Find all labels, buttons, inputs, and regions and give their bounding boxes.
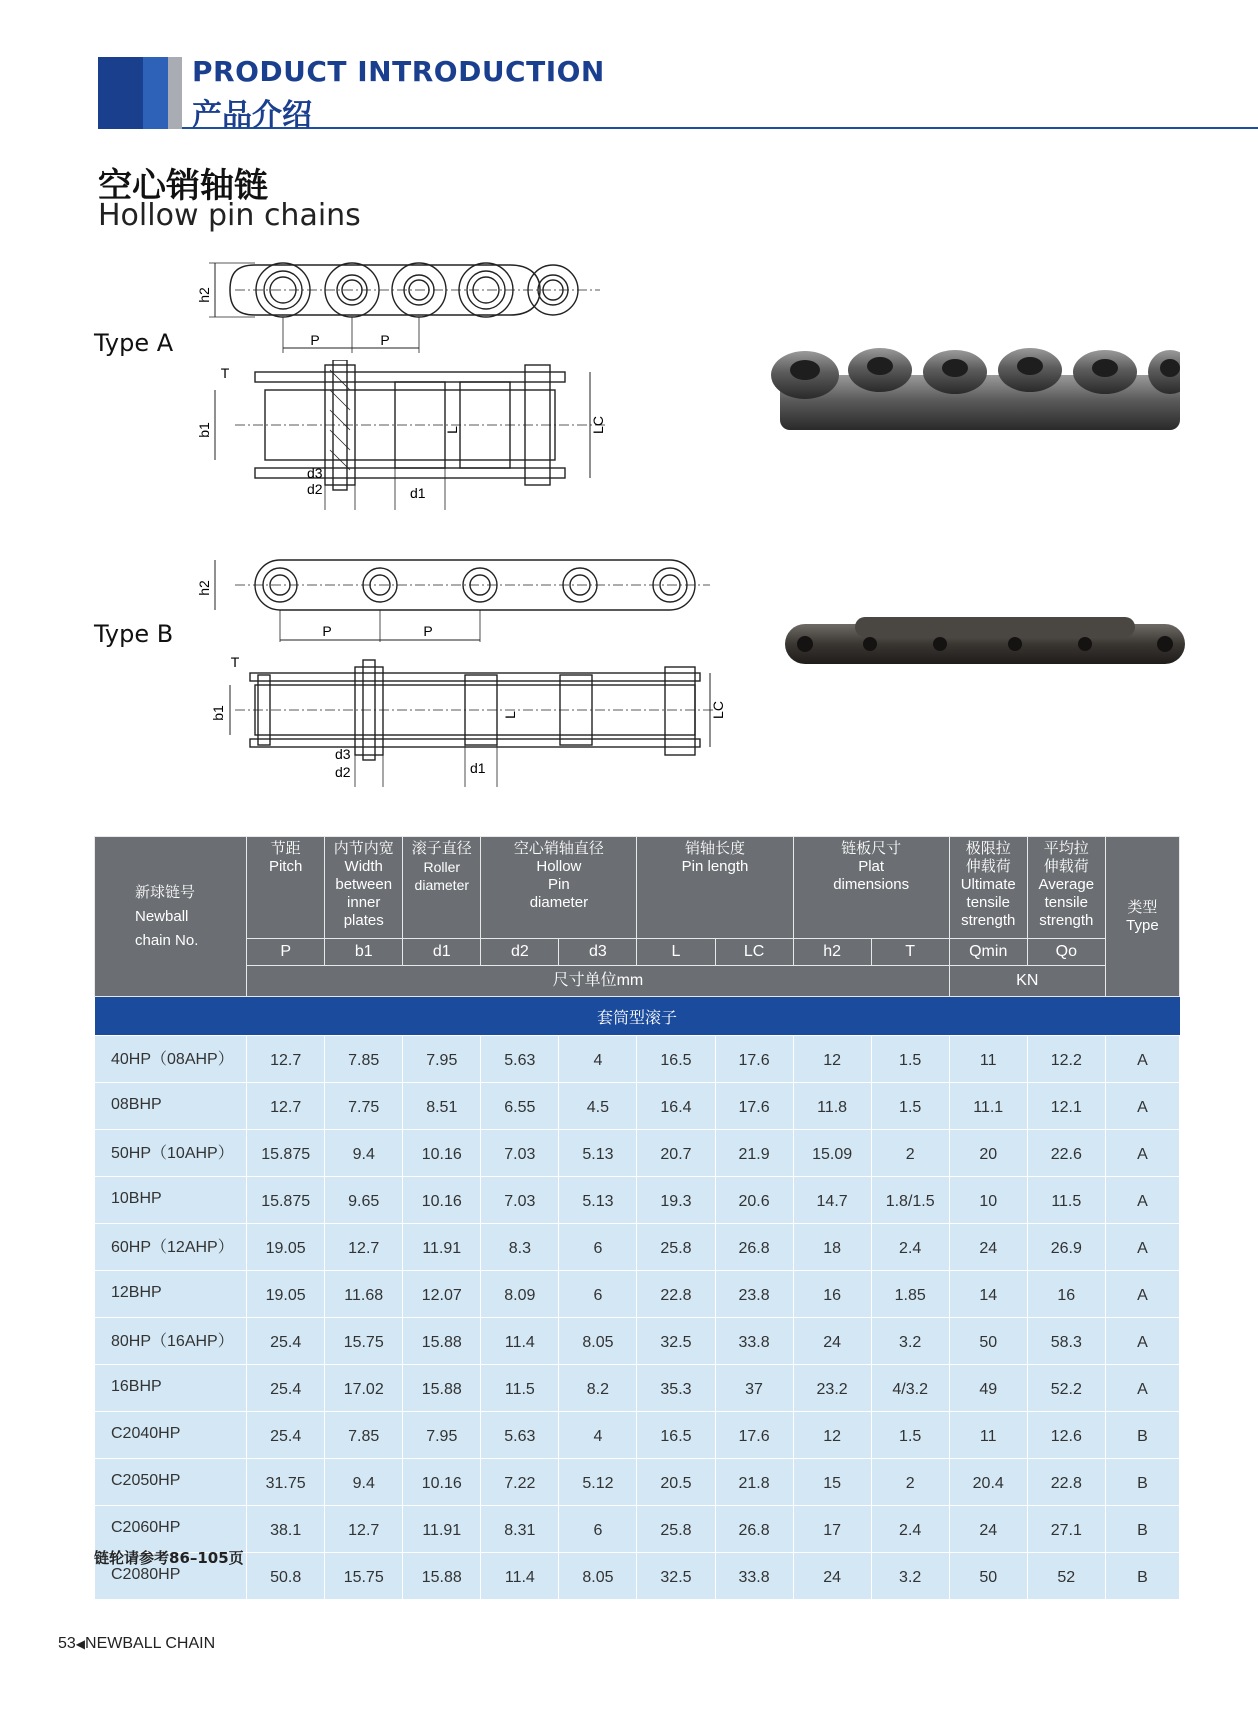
- table-cell: 17: [793, 1506, 871, 1553]
- table-cell: 18: [793, 1224, 871, 1271]
- table-cell: 20.5: [637, 1459, 715, 1506]
- table-cell: 4: [559, 1036, 637, 1083]
- table-cell: 25.8: [637, 1224, 715, 1271]
- table-cell: A: [1105, 1318, 1179, 1365]
- dim-h2-label-b: h2: [196, 580, 212, 596]
- table-symbol-row: [95, 939, 1180, 966]
- sym-h2: h2: [793, 939, 871, 966]
- table-row: [95, 1271, 1180, 1318]
- table-cell: 24: [949, 1224, 1027, 1271]
- table-cell: 7.95: [403, 1412, 481, 1459]
- table-cell: 58.3: [1027, 1318, 1105, 1365]
- table-header-row: [95, 837, 1180, 939]
- col-head-pin-length: 销轴长度 Pin length: [637, 837, 793, 939]
- table-row: [95, 1553, 1180, 1600]
- table-cell: 2: [871, 1459, 949, 1506]
- table-row: [95, 1365, 1180, 1412]
- table-cell: 12: [793, 1412, 871, 1459]
- table-cell: 10.16: [403, 1177, 481, 1224]
- footer-brand: NEWBALL CHAIN: [85, 1635, 216, 1652]
- table-cell: 7.03: [481, 1177, 559, 1224]
- table-cell: 7.95: [403, 1036, 481, 1083]
- dim-d3-label-b: d3: [335, 746, 351, 762]
- table-cell: 7.03: [481, 1130, 559, 1177]
- band-sleeve-roller: 套筒型滚子: [95, 997, 1180, 1036]
- page-footer: [58, 1635, 215, 1653]
- table-cell: 15.875: [247, 1130, 325, 1177]
- table-row: [95, 1506, 1180, 1553]
- table-cell: 20.4: [949, 1459, 1027, 1506]
- dim-h2-label: h2: [196, 287, 212, 303]
- table-cell: 15.88: [403, 1365, 481, 1412]
- table-cell: 12.7: [325, 1224, 403, 1271]
- table-cell: B: [1105, 1506, 1179, 1553]
- table-cell: 25.4: [247, 1412, 325, 1459]
- table-cell: 12.1: [1027, 1083, 1105, 1130]
- table-cell: 33.8: [715, 1318, 793, 1365]
- table-cell: 17.6: [715, 1412, 793, 1459]
- dim-t-label-b: T: [230, 655, 240, 670]
- col-head-pitch: 节距 Pitch: [247, 837, 325, 939]
- sym-l: L: [637, 939, 715, 966]
- type-a-chain-photo: [760, 340, 1180, 450]
- table-cell: 23.8: [715, 1271, 793, 1318]
- unit-mm: 尺寸单位mm: [247, 966, 950, 997]
- col-head-hollow-pin: 空心销轴直径 Hollow Pin diameter: [481, 837, 637, 939]
- sprocket-reference-note: 链轮请参考86–105页: [94, 1549, 244, 1567]
- col-head-plate: 链板尺寸 Plat dimensions: [793, 837, 949, 939]
- table-cell: 4/3.2: [871, 1365, 949, 1412]
- table-cell: 12.07: [403, 1271, 481, 1318]
- table-cell: 6.55: [481, 1083, 559, 1130]
- table-cell: 10.16: [403, 1130, 481, 1177]
- table-row: [95, 1412, 1180, 1459]
- table-cell: 5.12: [559, 1459, 637, 1506]
- table-cell: 9.65: [325, 1177, 403, 1224]
- table-cell: 22.8: [1027, 1459, 1105, 1506]
- table-cell: 15.09: [793, 1130, 871, 1177]
- section-title-en: PRODUCT INTRODUCTION: [192, 55, 605, 88]
- cell-chain-no: 12BHP: [95, 1271, 247, 1318]
- table-cell: 12.7: [247, 1036, 325, 1083]
- table-cell: 11.5: [1027, 1177, 1105, 1224]
- table-cell: 15.75: [325, 1318, 403, 1365]
- table-cell: 11.4: [481, 1318, 559, 1365]
- header-accent-bar-mid: [143, 57, 168, 129]
- table-cell: 24: [949, 1506, 1027, 1553]
- table-cell: 5.63: [481, 1412, 559, 1459]
- table-cell: 50: [949, 1318, 1027, 1365]
- table-cell: 24: [793, 1318, 871, 1365]
- dim-b1-label: b1: [196, 422, 212, 438]
- table-cell: 8.09: [481, 1271, 559, 1318]
- left-triangle-icon: ◀: [75, 1637, 86, 1651]
- table-cell: 6: [559, 1506, 637, 1553]
- table-cell: B: [1105, 1412, 1179, 1459]
- col-head-average: 平均拉 伸载荷 Average tensile strength: [1027, 837, 1105, 939]
- table-cell: 25.4: [247, 1365, 325, 1412]
- sym-qmin: Qmin: [949, 939, 1027, 966]
- table-cell: 8.31: [481, 1506, 559, 1553]
- dim-d3-label: d3: [307, 465, 323, 481]
- table-cell: 14: [949, 1271, 1027, 1318]
- sym-t: T: [871, 939, 949, 966]
- dim-lc-label: LC: [590, 416, 606, 434]
- table-cell: A: [1105, 1177, 1179, 1224]
- table-unit-row: [95, 966, 1180, 997]
- table-cell: 15.88: [403, 1553, 481, 1600]
- table-cell: 10: [949, 1177, 1027, 1224]
- page-number: 53: [58, 1635, 76, 1652]
- table-cell: 5.13: [559, 1130, 637, 1177]
- section-title-cn: 产品介绍: [192, 98, 312, 133]
- dim-p-label-1: P: [310, 332, 320, 348]
- dim-p-label-b2: P: [423, 623, 433, 639]
- table-cell: 15.88: [403, 1318, 481, 1365]
- table-band-row: [95, 997, 1180, 1036]
- table-cell: 2.4: [871, 1224, 949, 1271]
- type-a-section-drawing: [195, 360, 615, 510]
- table-cell: A: [1105, 1365, 1179, 1412]
- table-cell: 22.8: [637, 1271, 715, 1318]
- table-cell: 14.7: [793, 1177, 871, 1224]
- table-cell: 33.8: [715, 1553, 793, 1600]
- table-row: [95, 1224, 1180, 1271]
- cell-chain-no: 16BHP: [95, 1365, 247, 1412]
- table-cell: 17.02: [325, 1365, 403, 1412]
- table-cell: 11: [949, 1036, 1027, 1083]
- sym-d1: d1: [403, 939, 481, 966]
- cell-chain-no: C2050HP: [95, 1459, 247, 1506]
- cell-chain-no: 50HP（10AHP）: [95, 1130, 247, 1177]
- table-cell: A: [1105, 1036, 1179, 1083]
- table-cell: 16.5: [637, 1412, 715, 1459]
- table-cell: 32.5: [637, 1553, 715, 1600]
- table-cell: A: [1105, 1271, 1179, 1318]
- col-head-chain-no: 新球链号 Newball chain No.: [95, 837, 247, 997]
- dim-l-label: L: [444, 426, 460, 434]
- table-cell: 27.1: [1027, 1506, 1105, 1553]
- dim-t-label: T: [220, 365, 230, 381]
- table-cell: 5.13: [559, 1177, 637, 1224]
- table-cell: 22.6: [1027, 1130, 1105, 1177]
- table-cell: 16: [793, 1271, 871, 1318]
- product-title-cn: 空心销轴链: [98, 166, 268, 206]
- dim-lc-label-b: LC: [710, 701, 726, 719]
- table-cell: 50: [949, 1553, 1027, 1600]
- type-a-top-view-drawing: [195, 245, 615, 355]
- cell-chain-no: C2060HP: [95, 1506, 247, 1553]
- dim-b1-label-b: b1: [210, 705, 226, 721]
- table-cell: 52: [1027, 1553, 1105, 1600]
- table-cell: 7.85: [325, 1412, 403, 1459]
- table-cell: 17.6: [715, 1083, 793, 1130]
- unit-kn: KN: [949, 966, 1105, 997]
- table-cell: 19.05: [247, 1271, 325, 1318]
- table-cell: 15.875: [247, 1177, 325, 1224]
- table-cell: 11.91: [403, 1506, 481, 1553]
- table-cell: 7.75: [325, 1083, 403, 1130]
- table-cell: 16.4: [637, 1083, 715, 1130]
- dim-d1-label-b: d1: [470, 760, 486, 776]
- table-cell: 16.5: [637, 1036, 715, 1083]
- type-b-chain-photo: [780, 612, 1190, 672]
- table-cell: 1.8/1.5: [871, 1177, 949, 1224]
- table-cell: 26.8: [715, 1224, 793, 1271]
- table-cell: 1.5: [871, 1036, 949, 1083]
- table-cell: 3.2: [871, 1553, 949, 1600]
- table-cell: 2.4: [871, 1506, 949, 1553]
- table-cell: 19.05: [247, 1224, 325, 1271]
- table-row: [95, 1083, 1180, 1130]
- table-cell: 12.6: [1027, 1412, 1105, 1459]
- col-head-type: 类型 Type: [1105, 837, 1179, 997]
- table-cell: 7.85: [325, 1036, 403, 1083]
- table-row: [95, 1459, 1180, 1506]
- spec-table: [94, 836, 1180, 1600]
- sym-p: P: [247, 939, 325, 966]
- table-cell: 37: [715, 1365, 793, 1412]
- header-accent-bar-grey: [168, 57, 182, 129]
- table-cell: 11.91: [403, 1224, 481, 1271]
- dim-p-label-b1: P: [322, 623, 332, 639]
- type-a-label: Type A: [94, 329, 174, 357]
- sym-d2: d2: [481, 939, 559, 966]
- table-cell: 2: [871, 1130, 949, 1177]
- table-cell: A: [1105, 1130, 1179, 1177]
- cell-chain-no: 40HP（08AHP）: [95, 1036, 247, 1083]
- table-row: [95, 1130, 1180, 1177]
- sym-qo: Qo: [1027, 939, 1105, 966]
- table-cell: A: [1105, 1224, 1179, 1271]
- table-cell: 38.1: [247, 1506, 325, 1553]
- table-row: [95, 1036, 1180, 1083]
- table-cell: 21.9: [715, 1130, 793, 1177]
- cell-chain-no: 10BHP: [95, 1177, 247, 1224]
- sym-b1: b1: [325, 939, 403, 966]
- table-cell: 15.75: [325, 1553, 403, 1600]
- table-cell: 8.05: [559, 1318, 637, 1365]
- type-b-label: Type B: [94, 620, 174, 648]
- table-cell: 49: [949, 1365, 1027, 1412]
- table-cell: 26.9: [1027, 1224, 1105, 1271]
- table-cell: 12: [793, 1036, 871, 1083]
- table-cell: B: [1105, 1459, 1179, 1506]
- table-cell: 20.7: [637, 1130, 715, 1177]
- cell-chain-no: 80HP（16AHP）: [95, 1318, 247, 1365]
- table-cell: 11: [949, 1412, 1027, 1459]
- cell-chain-no: C2040HP: [95, 1412, 247, 1459]
- table-cell: 9.4: [325, 1459, 403, 1506]
- table-cell: 12.7: [325, 1506, 403, 1553]
- dim-l-label-b: L: [502, 711, 518, 719]
- table-cell: 52.2: [1027, 1365, 1105, 1412]
- table-cell: 32.5: [637, 1318, 715, 1365]
- table-cell: 12.7: [247, 1083, 325, 1130]
- table-cell: 20.6: [715, 1177, 793, 1224]
- table-cell: 16: [1027, 1271, 1105, 1318]
- table-cell: 15: [793, 1459, 871, 1506]
- table-cell: 10.16: [403, 1459, 481, 1506]
- col-head-ultimate: 极限拉 伸载荷 Ultimate tensile strength: [949, 837, 1027, 939]
- table-cell: 31.75: [247, 1459, 325, 1506]
- table-cell: 12.2: [1027, 1036, 1105, 1083]
- table-cell: B: [1105, 1553, 1179, 1600]
- table-cell: 19.3: [637, 1177, 715, 1224]
- sym-d3: d3: [559, 939, 637, 966]
- table-cell: 4: [559, 1412, 637, 1459]
- table-cell: 11.68: [325, 1271, 403, 1318]
- table-row: [95, 1177, 1180, 1224]
- table-cell: 24: [793, 1553, 871, 1600]
- table-cell: 50.8: [247, 1553, 325, 1600]
- table-cell: 11.8: [793, 1083, 871, 1130]
- table-cell: 21.8: [715, 1459, 793, 1506]
- sym-lc: LC: [715, 939, 793, 966]
- table-cell: 5.63: [481, 1036, 559, 1083]
- cell-chain-no: 08BHP: [95, 1083, 247, 1130]
- table-cell: 7.22: [481, 1459, 559, 1506]
- table-cell: 17.6: [715, 1036, 793, 1083]
- dim-d2-label: d2: [307, 481, 323, 497]
- table-cell: 11.4: [481, 1553, 559, 1600]
- dim-d1-label: d1: [410, 485, 426, 501]
- col-head-width: 内节内宽 Width between inner plates: [325, 837, 403, 939]
- table-cell: 20: [949, 1130, 1027, 1177]
- table-cell: 6: [559, 1271, 637, 1318]
- table-cell: 35.3: [637, 1365, 715, 1412]
- table-cell: 25.8: [637, 1506, 715, 1553]
- table-cell: 6: [559, 1224, 637, 1271]
- table-cell: A: [1105, 1083, 1179, 1130]
- dim-p-label-2: P: [380, 332, 390, 348]
- table-cell: 8.3: [481, 1224, 559, 1271]
- header-rule: [182, 127, 1258, 129]
- table-cell: 3.2: [871, 1318, 949, 1365]
- dim-d2-label-b: d2: [335, 764, 351, 780]
- table-cell: 11.5: [481, 1365, 559, 1412]
- cell-chain-no: C2080HP: [95, 1553, 247, 1600]
- table-cell: 1.5: [871, 1412, 949, 1459]
- product-title-en: Hollow pin chains: [98, 198, 361, 233]
- table-body: [95, 1036, 1180, 1600]
- type-b-section-drawing: [195, 655, 735, 790]
- header-accent-bar: [98, 57, 143, 129]
- table-cell: 9.4: [325, 1130, 403, 1177]
- table-cell: 25.4: [247, 1318, 325, 1365]
- table-cell: 8.2: [559, 1365, 637, 1412]
- table-cell: 8.51: [403, 1083, 481, 1130]
- table-cell: 4.5: [559, 1083, 637, 1130]
- table-cell: 23.2: [793, 1365, 871, 1412]
- table-cell: 1.85: [871, 1271, 949, 1318]
- col-head-roller: 滚子直径 Roller diameter: [403, 837, 481, 939]
- table-cell: 8.05: [559, 1553, 637, 1600]
- cell-chain-no: 60HP（12AHP）: [95, 1224, 247, 1271]
- table-cell: 26.8: [715, 1506, 793, 1553]
- type-b-top-view-drawing: [195, 540, 715, 650]
- table-cell: 11.1: [949, 1083, 1027, 1130]
- table-cell: 1.5: [871, 1083, 949, 1130]
- table-row: [95, 1318, 1180, 1365]
